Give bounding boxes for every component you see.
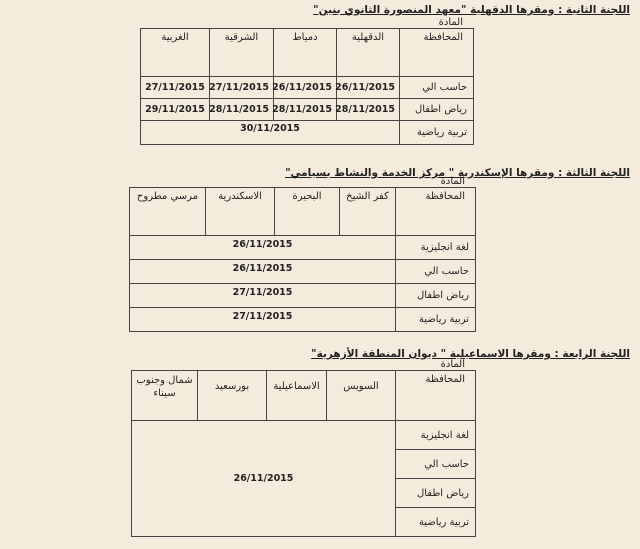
table-header-corner [396,176,476,236]
subject-cell: حاسب الي [396,450,476,479]
subject-cell: رياض اطفال [400,99,474,121]
subject-cell: لغة انجليزية [396,421,476,450]
date-cell: 27/11/2015 [130,308,396,332]
section3-table [129,176,476,332]
column-header: بورسعيد [198,371,267,421]
column-header: الاسكندرية [206,188,275,236]
column-header: الدقهلية [337,29,400,77]
header-governorate: المحافظة [425,374,465,385]
subject-cell: تربية رياضية [396,508,476,537]
subject-cell: رياض اطفال [396,479,476,508]
column-header: الاسماعيلية [267,371,327,421]
column-header: الغربية [141,29,210,77]
header-subject: المادة [438,17,463,28]
subject-cell: حاسب الي [400,77,474,99]
column-header: شمال وجنوب سيناء [132,371,198,421]
date-cell: 26/11/2015 [274,77,337,99]
subject-cell: تربية رياضية [396,308,476,332]
header-subject: المادة [440,176,465,187]
section2-table [140,17,474,145]
date-cell: 26/11/2015 [337,77,400,99]
column-header: السويس [327,371,396,421]
column-header: دمياط [274,29,337,77]
date-cell: 30/11/2015 [141,121,400,145]
section4-table [131,359,476,537]
column-header: مرسي مطروح [130,188,206,236]
header-governorate: المحافظة [425,191,465,202]
date-cell: 29/11/2015 [141,99,210,121]
date-cell: 28/11/2015 [337,99,400,121]
date-cell: 28/11/2015 [210,99,274,121]
column-header: كفر الشيخ [340,188,396,236]
date-cell: 26/11/2015 [132,421,396,537]
subject-cell: لغة انجليزية [396,236,476,260]
section3-title: اللجنة الثالثة : ومقرها الإسكندرية " مركز الخدمة والنشاط بسيامي" [285,167,630,179]
date-cell: 27/11/2015 [141,77,210,99]
section4-title: اللجنة الرابعة : ومقرها الاسماعيلية " ديوان المنطقة الأزهرية" [311,348,630,360]
date-cell: 26/11/2015 [130,236,396,260]
column-header: البحيرة [275,188,340,236]
subject-cell: تربية رياضية [400,121,474,145]
date-cell: 28/11/2015 [274,99,337,121]
header-subject: المادة [440,359,465,370]
subject-cell: رياض اطفال [396,284,476,308]
date-cell: 27/11/2015 [130,284,396,308]
section2-title: اللجنة الثانية : ومقرها الدقهلية "معهد المنصورة الثانوي بنين" [313,4,630,16]
header-governorate: المحافظة [423,32,463,43]
table-header-corner [400,17,474,77]
column-header: الشرقية [210,29,274,77]
table-header-corner [396,359,476,421]
subject-cell: حاسب الي [396,260,476,284]
date-cell: 27/11/2015 [210,77,274,99]
date-cell: 26/11/2015 [130,260,396,284]
